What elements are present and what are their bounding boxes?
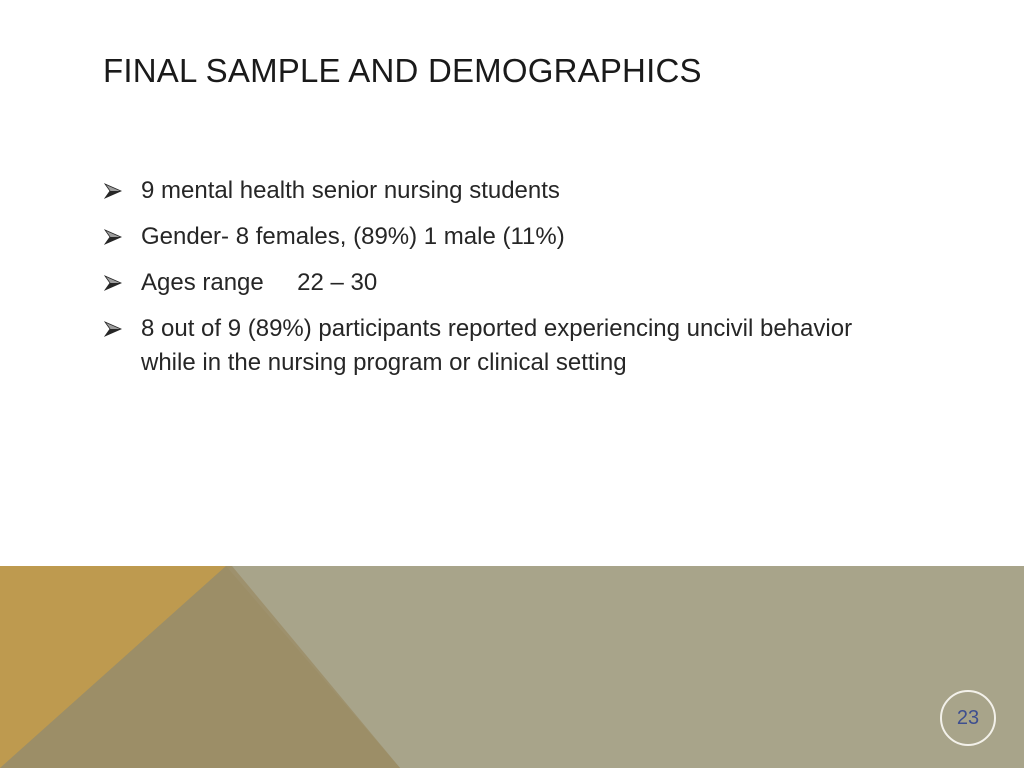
bullet-text: 8 out of 9 (89%) participants reported experiencing uncivil behavior while in the nursing program or clinical setting <box>141 315 853 376</box>
arrowhead-bullet-icon <box>103 220 123 254</box>
bullet-list <box>103 174 863 392</box>
bullet-item <box>103 266 863 300</box>
arrowhead-bullet-icon <box>103 312 123 346</box>
bullet-item <box>103 174 863 208</box>
bullet-item <box>103 312 863 380</box>
arrowhead-bullet-icon <box>103 174 123 208</box>
bullet-text: Gender- 8 females, (89%) 1 male (11%) <box>141 223 565 250</box>
arrowhead-bullet-icon <box>103 266 123 300</box>
page-number-badge <box>940 690 996 746</box>
page-number: 23 <box>956 706 980 729</box>
bullet-item <box>103 220 863 254</box>
slide-title: FINAL SAMPLE AND DEMOGRAPHICS <box>103 52 702 89</box>
bullet-text: Ages range 22 – 30 <box>141 269 378 296</box>
bullet-text: 9 mental health senior nursing students <box>141 177 560 204</box>
decorative-footer-band <box>0 566 1024 768</box>
